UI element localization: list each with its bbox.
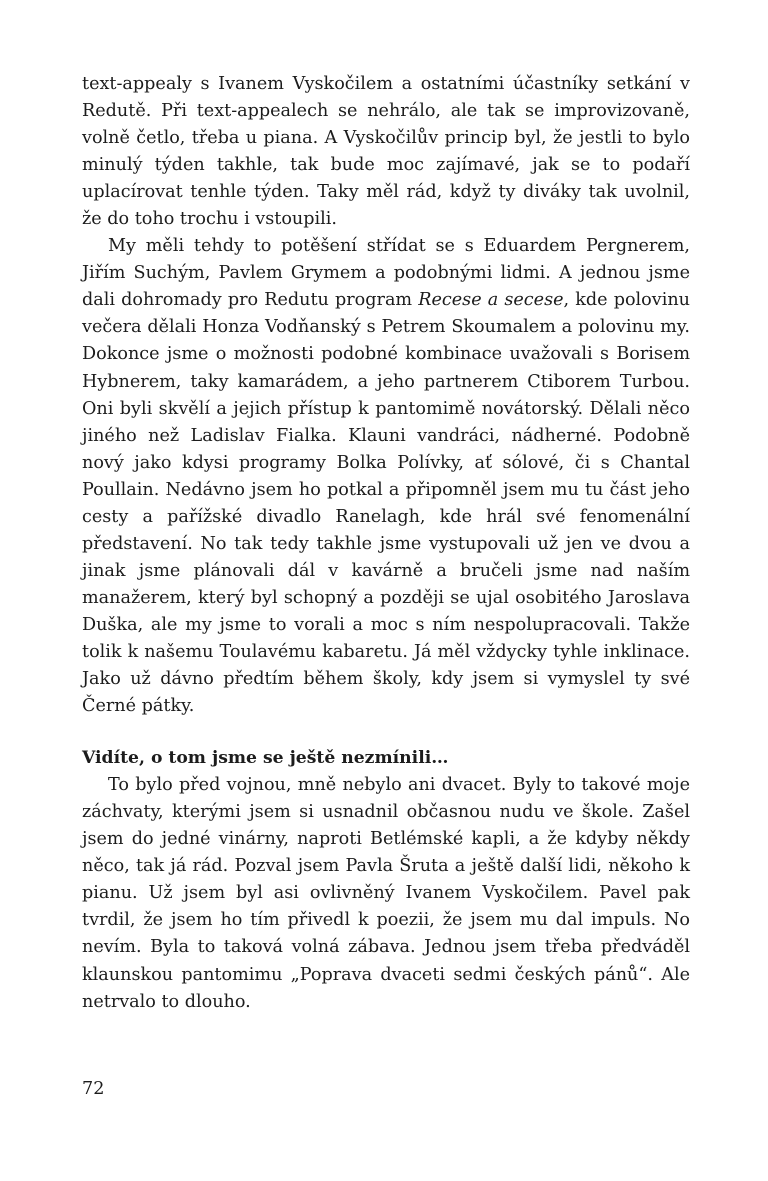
paragraph-text: My měli tehdy to potěšení střídat se s Eduardem Pergnerem, Jiřím Suchým, Pavlem Grymem a podobnými lidmi. A jednou jsme dali dohromady pro Redutu program xyxy=(82,236,690,311)
paragraph-text: text-appealy s Ivanem Vyskočilem a ostatními účastníky setkání v Redutě. Při text-appealech se nehrálo, ale tak se improvizovaně, volně četlo, třeba u piana. A Vyskočilův princip byl, že jestli to bylo minulý týden takhle, tak bude moc zajímavé, jak se to podaří uplacírovat tenhle týden. Taky měl rád, když ty diváky tak uvolnil, že do toho trochu i vstoupili. xyxy=(82,74,690,230)
page-body xyxy=(82,71,690,1016)
text-block-top xyxy=(82,71,690,720)
paragraph-text: , kde polovinu večera dělali Honza Vodňanský s Petrem Skoumalem a polovinu my. Dokonce jsme o možnosti podobné kombinace uvažovali s Borisem Hybnerem, taky kamarádem, a jeho partnerem Ctiborem Turbou. Oni byli skvělí a jejich přístup k pantomimě novátorský. Dělali něco jiného než Ladislav Fialka. Klauni vandráci, nádherné. Podobně nový jako kdysi programy Bolka Polívky, ať sólové, či s Chantal Poullain. Nedávno jsem ho potkal a připomněl jsem mu tu část jeho cesty a pařížské divadlo Ranelagh, kde hrál své fenomenální představení. No tak tedy takhle jsme vystupovali už jen ve dvou a jinak jsme plánovali dál v kavárně a bručeli jsme nad naším manažerem, který byl schopný a později se ujal osobitého Jaroslava Duška, ale my jsme to vorali a moc s ním nespolupracovali. Takže tolik k našemu Toulavému kabaretu. Já měl vždycky tyhle inklinace. Jako už dávno předtím během školy, kdy jsem si vymyslel ty své Černé pátky. xyxy=(82,290,691,717)
page-number: 72 xyxy=(82,1079,105,1099)
italic-title: Recese a secese xyxy=(418,290,564,311)
section-heading: Vidíte, o tom jsme se ještě nezmínili… xyxy=(82,748,449,769)
paragraph-text: To bylo před vojnou, mně nebylo ani dvacet. Byly to takové moje záchvaty, kterými jsem si usnadnil občasnou nudu ve škole. Zašel jsem do jedné vinárny, naproti Betlémské kapli, a že kdyby někdy něco, tak já rád. Pozval jsem Pavla Šruta a ještě další lidi, někoho k pianu. Už jsem byl asi ovlivněný Ivanem Vyskočilem. Pavel pak tvrdil, že jsem ho tím přivedl k poezii, že jsem mu dal impuls. No nevím. Byla to taková volná zábava. Jednou jsem třeba předváděl klaunskou pantomimu „Poprava dvaceti sedmi českých pánů“. Ale netrvalo to dlouho. xyxy=(82,775,690,1012)
text-block-bottom xyxy=(82,772,690,1015)
paragraph xyxy=(82,71,690,233)
paragraph xyxy=(82,772,690,1015)
paragraph xyxy=(82,233,690,720)
